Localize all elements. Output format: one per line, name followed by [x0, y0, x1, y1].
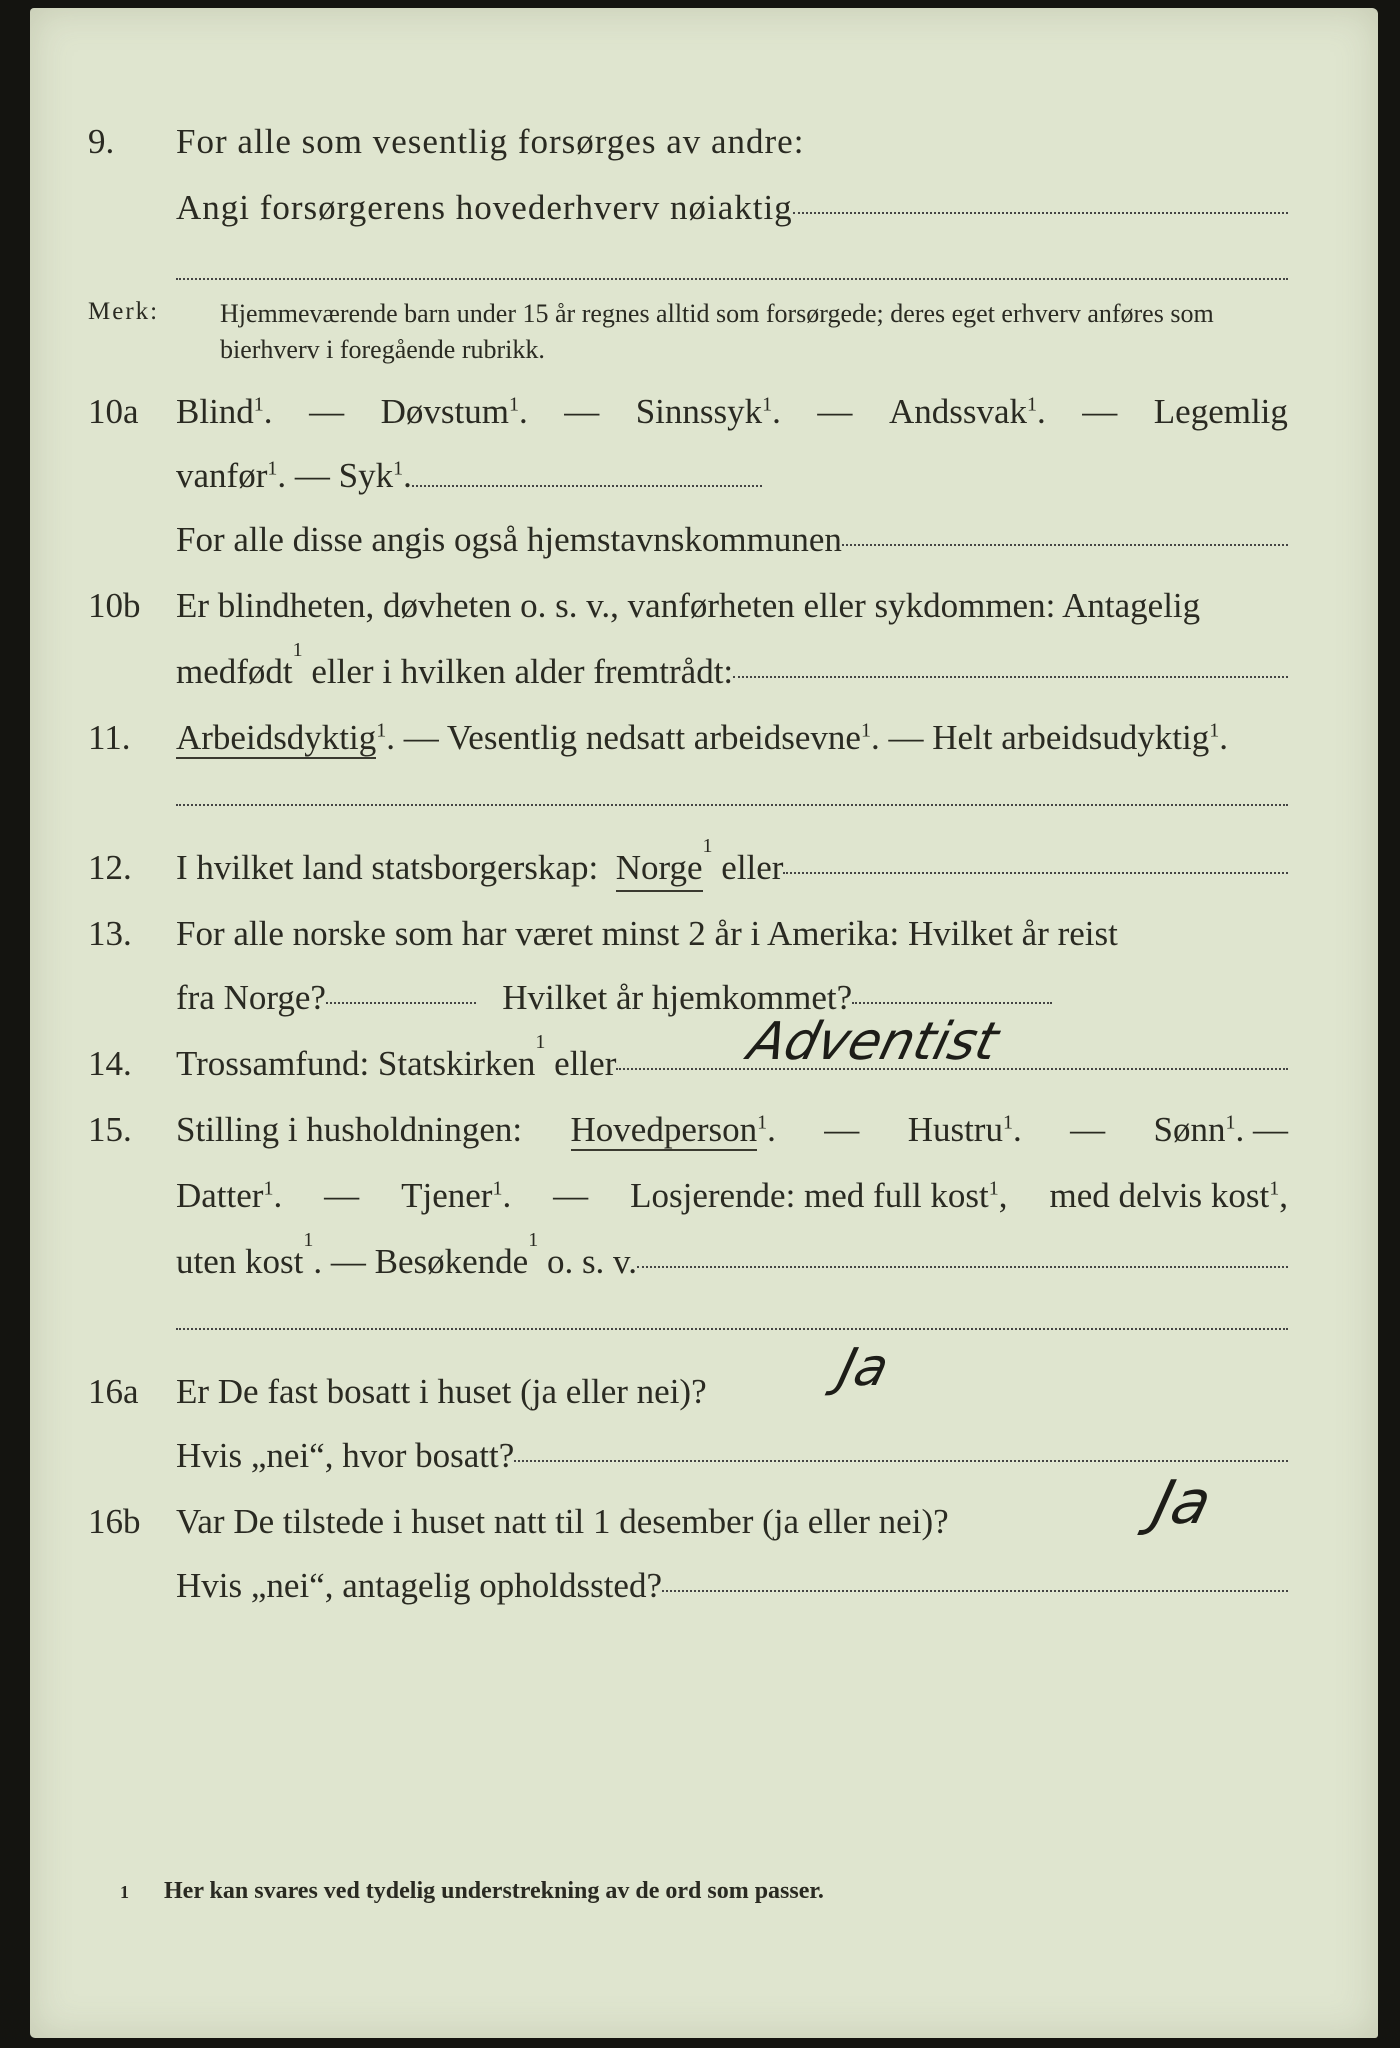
question-number: 9.: [88, 122, 115, 161]
option-dovstum[interactable]: Døvstum: [380, 392, 509, 431]
question-text: eller i hvilken alder fremtrådt:: [311, 652, 734, 691]
answer-line: [176, 1328, 1288, 1330]
question-number: 16a: [88, 1372, 139, 1411]
option-norge[interactable]: Norge: [616, 846, 703, 892]
handwritten-answer-trossamfund: Adventist: [742, 1012, 1005, 1072]
question-text: For alle disse angis også hjemstavnskommunen: [176, 520, 842, 559]
handwritten-answer-tilstede: Ja: [1146, 1468, 1219, 1538]
question-text: Er blindheten, døvheten o. s. v., vanførheten eller sykdommen: Antagelig: [176, 586, 1201, 625]
note-label: Merk:: [88, 298, 160, 325]
option-blind[interactable]: Blind: [176, 392, 254, 431]
answer-field[interactable]: [733, 650, 1288, 678]
question-text: Var De tilstede i huset natt til 1 desember (ja eller nei)?: [176, 1502, 949, 1541]
answer-line: [176, 278, 1288, 280]
question-text: Hvis „nei“, hvor bosatt?: [176, 1436, 515, 1475]
option-medfodt[interactable]: medfødt: [176, 652, 293, 691]
option-nedsatt-arbeidsevne[interactable]: Vesentlig nedsatt arbeidsevne: [446, 718, 861, 757]
option-sonn[interactable]: Sønn: [1153, 1110, 1226, 1149]
answer-field-reist[interactable]: [326, 976, 476, 1004]
question-text: For alle som vesentlig forsørges av andre:: [176, 122, 805, 161]
question-text: Er De fast bosatt i huset (ja eller nei)?: [176, 1372, 707, 1411]
note-text: Hjemmeværende barn under 15 år regnes alltid som forsørgede; deres eget erhverv anføres som bierhverv i foregående rubrikk.: [220, 299, 1214, 364]
question-text: Hvilket år hjemkommet?: [502, 978, 853, 1017]
question-number: 12.: [88, 848, 132, 887]
question-number: 10b: [88, 586, 141, 625]
question-text: Stilling i husholdningen:: [176, 1110, 523, 1149]
footnote-text: Her kan svares ved tydelig understrekning av de ord som passer.: [164, 1878, 824, 1904]
option-arbeidsdyktig[interactable]: Arbeidsdyktig: [176, 718, 377, 757]
answer-field[interactable]: [793, 186, 1288, 214]
answer-field[interactable]: [662, 1564, 1288, 1592]
answer-field[interactable]: [514, 1434, 1288, 1462]
answer-field-hjemkommet[interactable]: [852, 976, 1052, 1004]
option-hovedperson[interactable]: Hovedperson: [570, 1110, 758, 1149]
answer-field[interactable]: [637, 1240, 1288, 1268]
option-arbeidsudyktig[interactable]: Helt arbeidsudyktig: [932, 718, 1210, 757]
question-text: Hvis „nei“, antagelig opholdssted?: [176, 1566, 662, 1605]
answer-line: [176, 804, 1288, 806]
question-number: 15.: [88, 1110, 132, 1149]
question-number: 14.: [88, 1044, 132, 1083]
option-delvis-kost[interactable]: med delvis kost: [1049, 1176, 1270, 1215]
option-vanfor[interactable]: vanfør: [176, 456, 268, 495]
option-legemlig[interactable]: Legemlig: [1153, 392, 1288, 431]
question-number: 10a: [88, 392, 139, 431]
option-tjener[interactable]: Tjener: [401, 1176, 493, 1215]
option-syk[interactable]: Syk: [338, 456, 394, 495]
question-text: o. s. v.: [546, 1242, 638, 1281]
question-text: Trossamfund: Statskirken: [176, 1044, 536, 1083]
question-text: Angi forsørgerens hovederhverv nøiaktig: [176, 188, 793, 227]
answer-field[interactable]: [842, 518, 1288, 546]
answer-field[interactable]: [412, 459, 762, 487]
option-uten-kost[interactable]: uten kost: [176, 1242, 304, 1281]
eller-text: eller: [554, 1044, 617, 1083]
handwritten-answer-bosatt: Ja: [832, 1338, 895, 1398]
footnote-mark: 1: [120, 1882, 129, 1902]
question-text: fra Norge?: [176, 978, 326, 1017]
census-form-page: 9. For alle som vesentlig forsørges av andre: Angi forsørgerens hovederhverv nøiaktig Merk: Hjemmeværende barn under 15 år regnes alltid som forsørgede; deres eget erhverv anføres som bierhverv i foregående rubrikk. 10a Blind$^1$. — Døvstum$^1$. — Sinnssyk$^1$. — Andssvak$^1$. — Legemlig vanfør$^1$. — Syk$^1$. For alle disse angis også hjemstavnskommunen 10b Er blindheten, døvheten o. s. v., vanførheten eller sykdommen: Antagelig medfødt 1 eller i hvilken alder fremtrådt: 11. Arbeidsdyktig$^1$. — Vesentlig nedsatt arbeidsevne$^1$. — Helt arbeidsudyktig$^1$. 12. I hvilket land statsborgerskap: Norge 1 eller 13. For alle norske som har været minst 2 år i Amerika: Hvilket år reist fra Norge? Hvilket år hjemkommet? 14. Trossamfund: Statskirken 1 eller Adventist 15. Stilling i husholdningen: Hovedperson$^1$. — Hustru$^1$. — Sønn$^1$. — Datter$^1$. — Tjener$^1$. — Losjerende: med full kost$^1$, med delvis kost$^1$, uten kost 1 . — Besøkende 1 o. s. v. 16a Er De fast bosatt i huset (ja eller nei)? Ja Hvis „nei“, hvor bosatt? 16b Var De tilstede i huset natt til 1 desember (ja eller nei)? Ja Hvis „nei“, antagelig opholdssted? 1 Her kan svares ved tydelig understrekning av de ord som passer.: [30, 8, 1378, 2038]
footnote: [120, 1878, 824, 1905]
question-number: 13.: [88, 914, 132, 953]
option-datter[interactable]: Datter: [176, 1176, 264, 1215]
question-number: 16b: [88, 1502, 141, 1541]
question-text: I hvilket land statsborgerskap:: [176, 848, 599, 887]
option-besokende[interactable]: Besøkende: [374, 1242, 529, 1281]
option-hustru[interactable]: Hustru: [907, 1110, 1003, 1149]
option-full-kost[interactable]: Losjerende: med full kost: [630, 1176, 989, 1215]
eller-text: eller: [721, 848, 784, 887]
question-text: For alle norske som har været minst 2 år i Amerika: Hvilket år reist: [176, 914, 1118, 953]
option-andssvak[interactable]: Andssvak: [888, 392, 1027, 431]
question-number: 11.: [88, 718, 131, 757]
answer-field[interactable]: [783, 846, 1288, 874]
option-sinnssyk[interactable]: Sinnssyk: [635, 392, 763, 431]
